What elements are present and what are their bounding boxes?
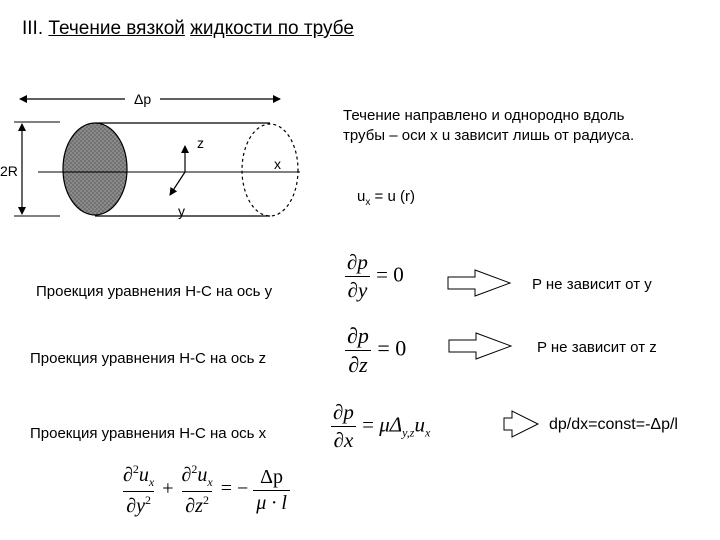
velocity-formula: $u_x = u$ (r) xyxy=(357,188,415,208)
equation-dp-dx: $\frac{\partial p}{\partial x}$ = $\mu\Delta_{y,z}u_x$ xyxy=(330,400,430,453)
title-part2: жидкости по трубе xyxy=(190,18,354,39)
title-part1: Течение вязкой xyxy=(48,18,185,39)
arrow-result-x xyxy=(504,411,538,437)
result-x: dp/dx=const=-Δp/l xyxy=(549,416,678,433)
projection-label-z: Проекция уравнения Н-С на ось z xyxy=(30,350,267,367)
projection-label-x: Проекция уравнения Н-С на ось x xyxy=(30,425,267,442)
arrow-result-y xyxy=(448,270,510,296)
equation-dp-dz: $\frac{\partial p}{\partial z}$ = 0 xyxy=(347,323,407,377)
arrow-result-z xyxy=(449,333,511,359)
radius-label: 2R xyxy=(0,163,18,179)
axis-z-label: z xyxy=(197,135,204,151)
equation-final: $\frac{\partial^2u_x}{\partial y^2}$ + $\frac{\partial^2u_x}{\partial z^2}$ = − $\frac{\Delta p}{\mu \cdot l}$ xyxy=(120,462,290,518)
projection-label-y: Проекция уравнения Н-С на ось y xyxy=(36,283,273,300)
flow-description: Течение направлено и однородно вдоль трубы – оси x u зависит лишь от радиуса. xyxy=(343,107,635,144)
title-numeral: III. xyxy=(22,18,44,39)
result-z: P не зависит от z xyxy=(537,339,657,356)
axis-y-label: y xyxy=(178,203,185,219)
axis-x-label: x xyxy=(274,156,281,172)
delta-p-label: Δp xyxy=(134,91,152,107)
equation-dp-dy: $\frac{\partial p}{\partial y}$ = 0 xyxy=(344,250,404,303)
result-y: P не зависит от y xyxy=(532,276,652,293)
